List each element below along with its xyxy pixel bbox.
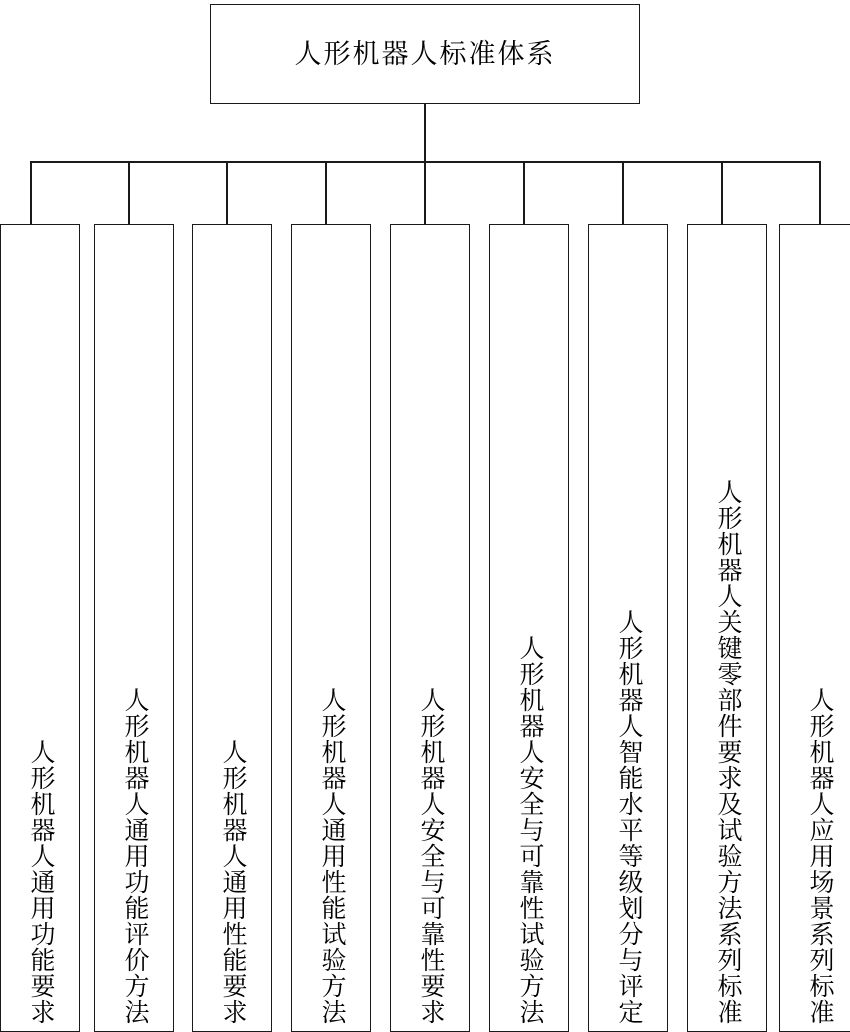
drop-line-5 [424,161,426,224]
leaf-node-5 [390,224,470,1032]
leaf-node-4 [291,224,371,1032]
leaf-node-1-label: 人形机器人通用功能要求 [27,739,54,1025]
drop-line-4 [325,161,327,224]
leaf-node-7 [588,224,668,1032]
drop-line-3 [226,161,228,224]
leaf-node-9-label: 人形机器人应用场景系列标准 [806,687,833,1025]
root-node [210,4,640,104]
leaf-node-6-label: 人形机器人安全与可靠性试验方法 [516,635,543,1025]
leaf-node-6 [489,224,569,1032]
drop-line-6 [523,161,525,224]
leaf-node-1 [0,224,80,1032]
leaf-node-9 [779,224,850,1032]
leaf-node-8 [687,224,767,1032]
leaf-node-3-label: 人形机器人通用性能要求 [219,739,246,1025]
leaf-node-7-label: 人形机器人智能水平等级划分与评定 [615,609,642,1025]
root-stem-line [424,104,426,162]
leaf-node-3 [192,224,272,1032]
leaf-node-5-label: 人形机器人安全与可靠性要求 [417,687,444,1025]
leaf-node-8-label: 人形机器人关键零部件要求及试验方法系列标准 [714,479,741,1025]
drop-line-9 [819,161,821,224]
root-node-label: 人形机器人标准体系 [294,38,556,69]
leaf-node-2 [94,224,174,1032]
drop-line-1 [30,161,32,224]
drop-line-7 [622,161,624,224]
leaf-node-2-label: 人形机器人通用功能评价方法 [121,687,148,1025]
drop-line-2 [128,161,130,224]
leaf-node-4-label: 人形机器人通用性能试验方法 [318,687,345,1025]
leaf-node-row [0,224,850,1032]
drop-line-8 [721,161,723,224]
